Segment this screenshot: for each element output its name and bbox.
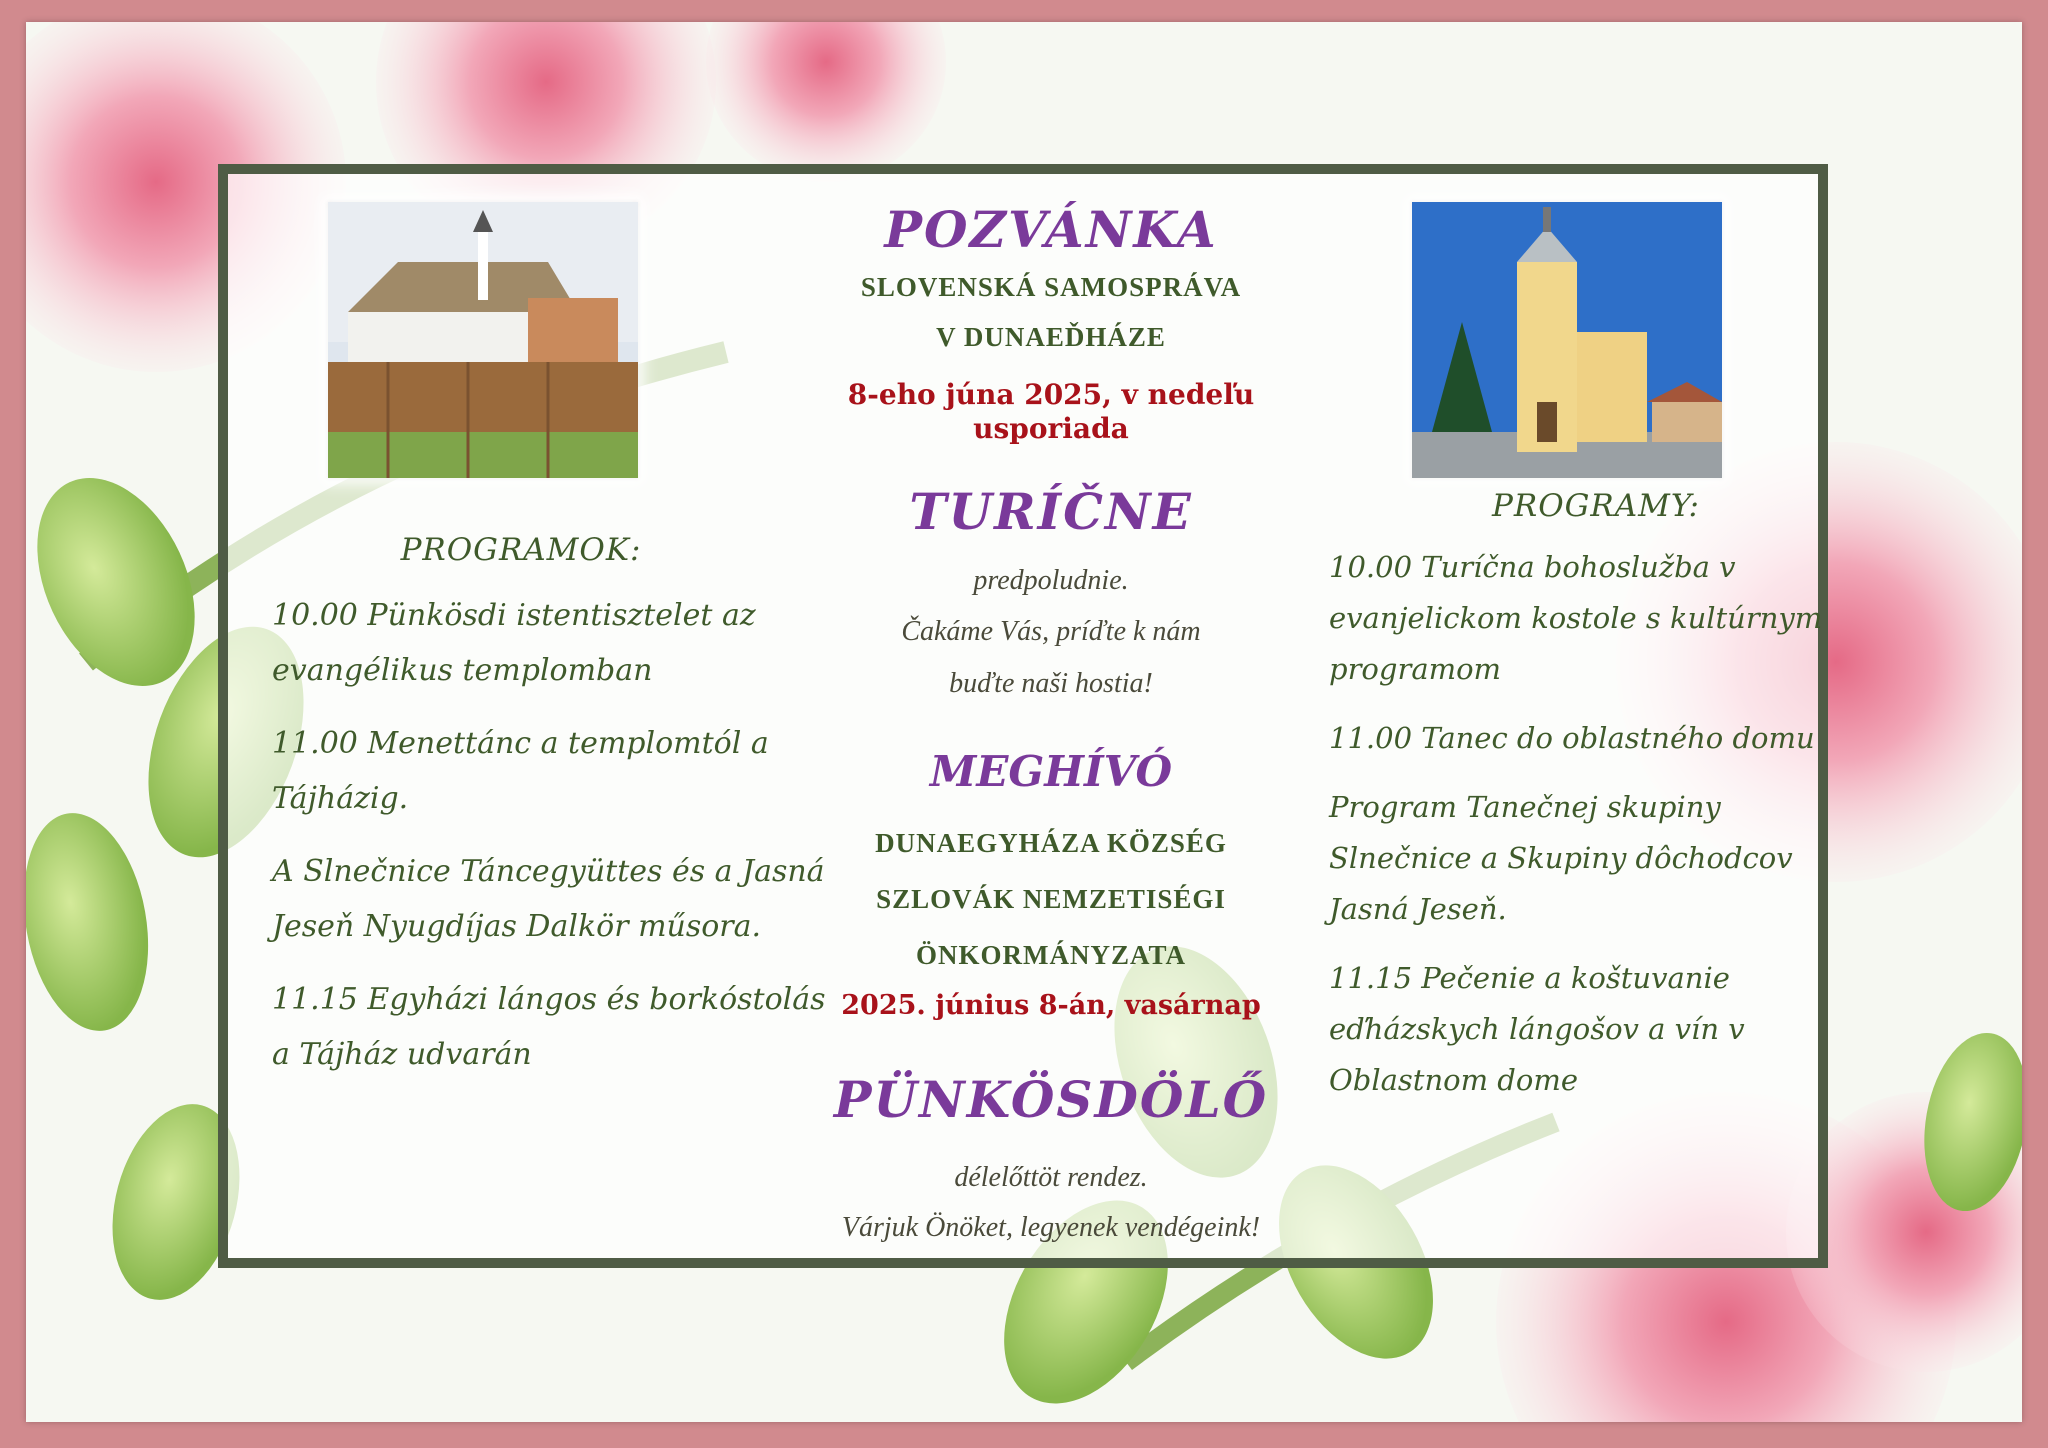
note-sk-1: predpoludnie. (973, 565, 1129, 596)
date-hu: 2025. június 8-án, vasárnap (841, 990, 1261, 1021)
church-image (1412, 202, 1722, 478)
org-hu-2: SZLOVÁK NEMZETISÉGI (876, 884, 1226, 914)
page-title-pozvanka: POZVÁNKA (884, 200, 1218, 259)
church-photo (1412, 202, 1722, 478)
list-item: 11.00 Menettánc a templomtól a Tájházig. (272, 726, 769, 816)
org-line-2: V DUNAEĎHÁZE (936, 322, 1166, 352)
page-title-meghivo: MEGHÍVÓ (929, 747, 1173, 796)
list-item: Program Tanečnej skupiny Slnečnice a Skupiny dôchodcov Jasná Jeseň. (1329, 790, 1793, 926)
house-image (328, 202, 638, 478)
org-hu-3: ÖNKORMÁNYZATA (916, 940, 1186, 970)
invitation-flyer (26, 22, 2022, 1422)
right-programs-heading: PROGRAMY: (1492, 488, 1700, 524)
date-sk-line-2: usporiada (973, 412, 1129, 445)
note-hu-2: Várjuk Önöket, legyenek vendégeink! (841, 1212, 1261, 1243)
note-sk-2: Čakáme Vás, príďte k nám (901, 616, 1201, 647)
note-sk-3: buďte naši hostia! (949, 668, 1153, 699)
list-item: 11.15 Pečenie a koštuvanie eďházskych lángošov a vín v Oblastnom dome (1329, 961, 1745, 1097)
date-sk-line-1: 8-eho júna 2025, v nedeľu (847, 378, 1255, 411)
left-programs-list (272, 588, 832, 1100)
list-item: 11.15 Egyházi lángos és borkóstolás a Tájház udvarán (272, 982, 826, 1072)
village-house-photo (328, 202, 638, 478)
right-programs-list (1329, 542, 1869, 1124)
event-title-sk: TURÍČNE (909, 482, 1193, 541)
list-item: 10.00 Pünkösdi istentisztelet az evangélikus templomban (272, 598, 756, 688)
org-line-1: SLOVENSKÁ SAMOSPRÁVA (860, 272, 1242, 302)
list-item: A Slnečnice Táncegyüttes és a Jasná Jeseň Nyugdíjas Dalkör műsora. (272, 854, 825, 944)
list-item: 11.00 Tanec do oblastného domu (1329, 721, 1815, 755)
event-title-hu: PÜNKÖSDÖLŐ (833, 1070, 1269, 1129)
list-item: 10.00 Turíčna bohoslužba v evanjelickom kostole s kultúrnym programom (1329, 550, 1823, 686)
center-column (796, 182, 1306, 1262)
org-hu-1: DUNAEGYHÁZA KÖZSÉG (875, 828, 1227, 858)
note-hu-1: délelőttöt rendez. (954, 1162, 1148, 1193)
left-programs-heading: PROGRAMOK: (400, 532, 642, 568)
